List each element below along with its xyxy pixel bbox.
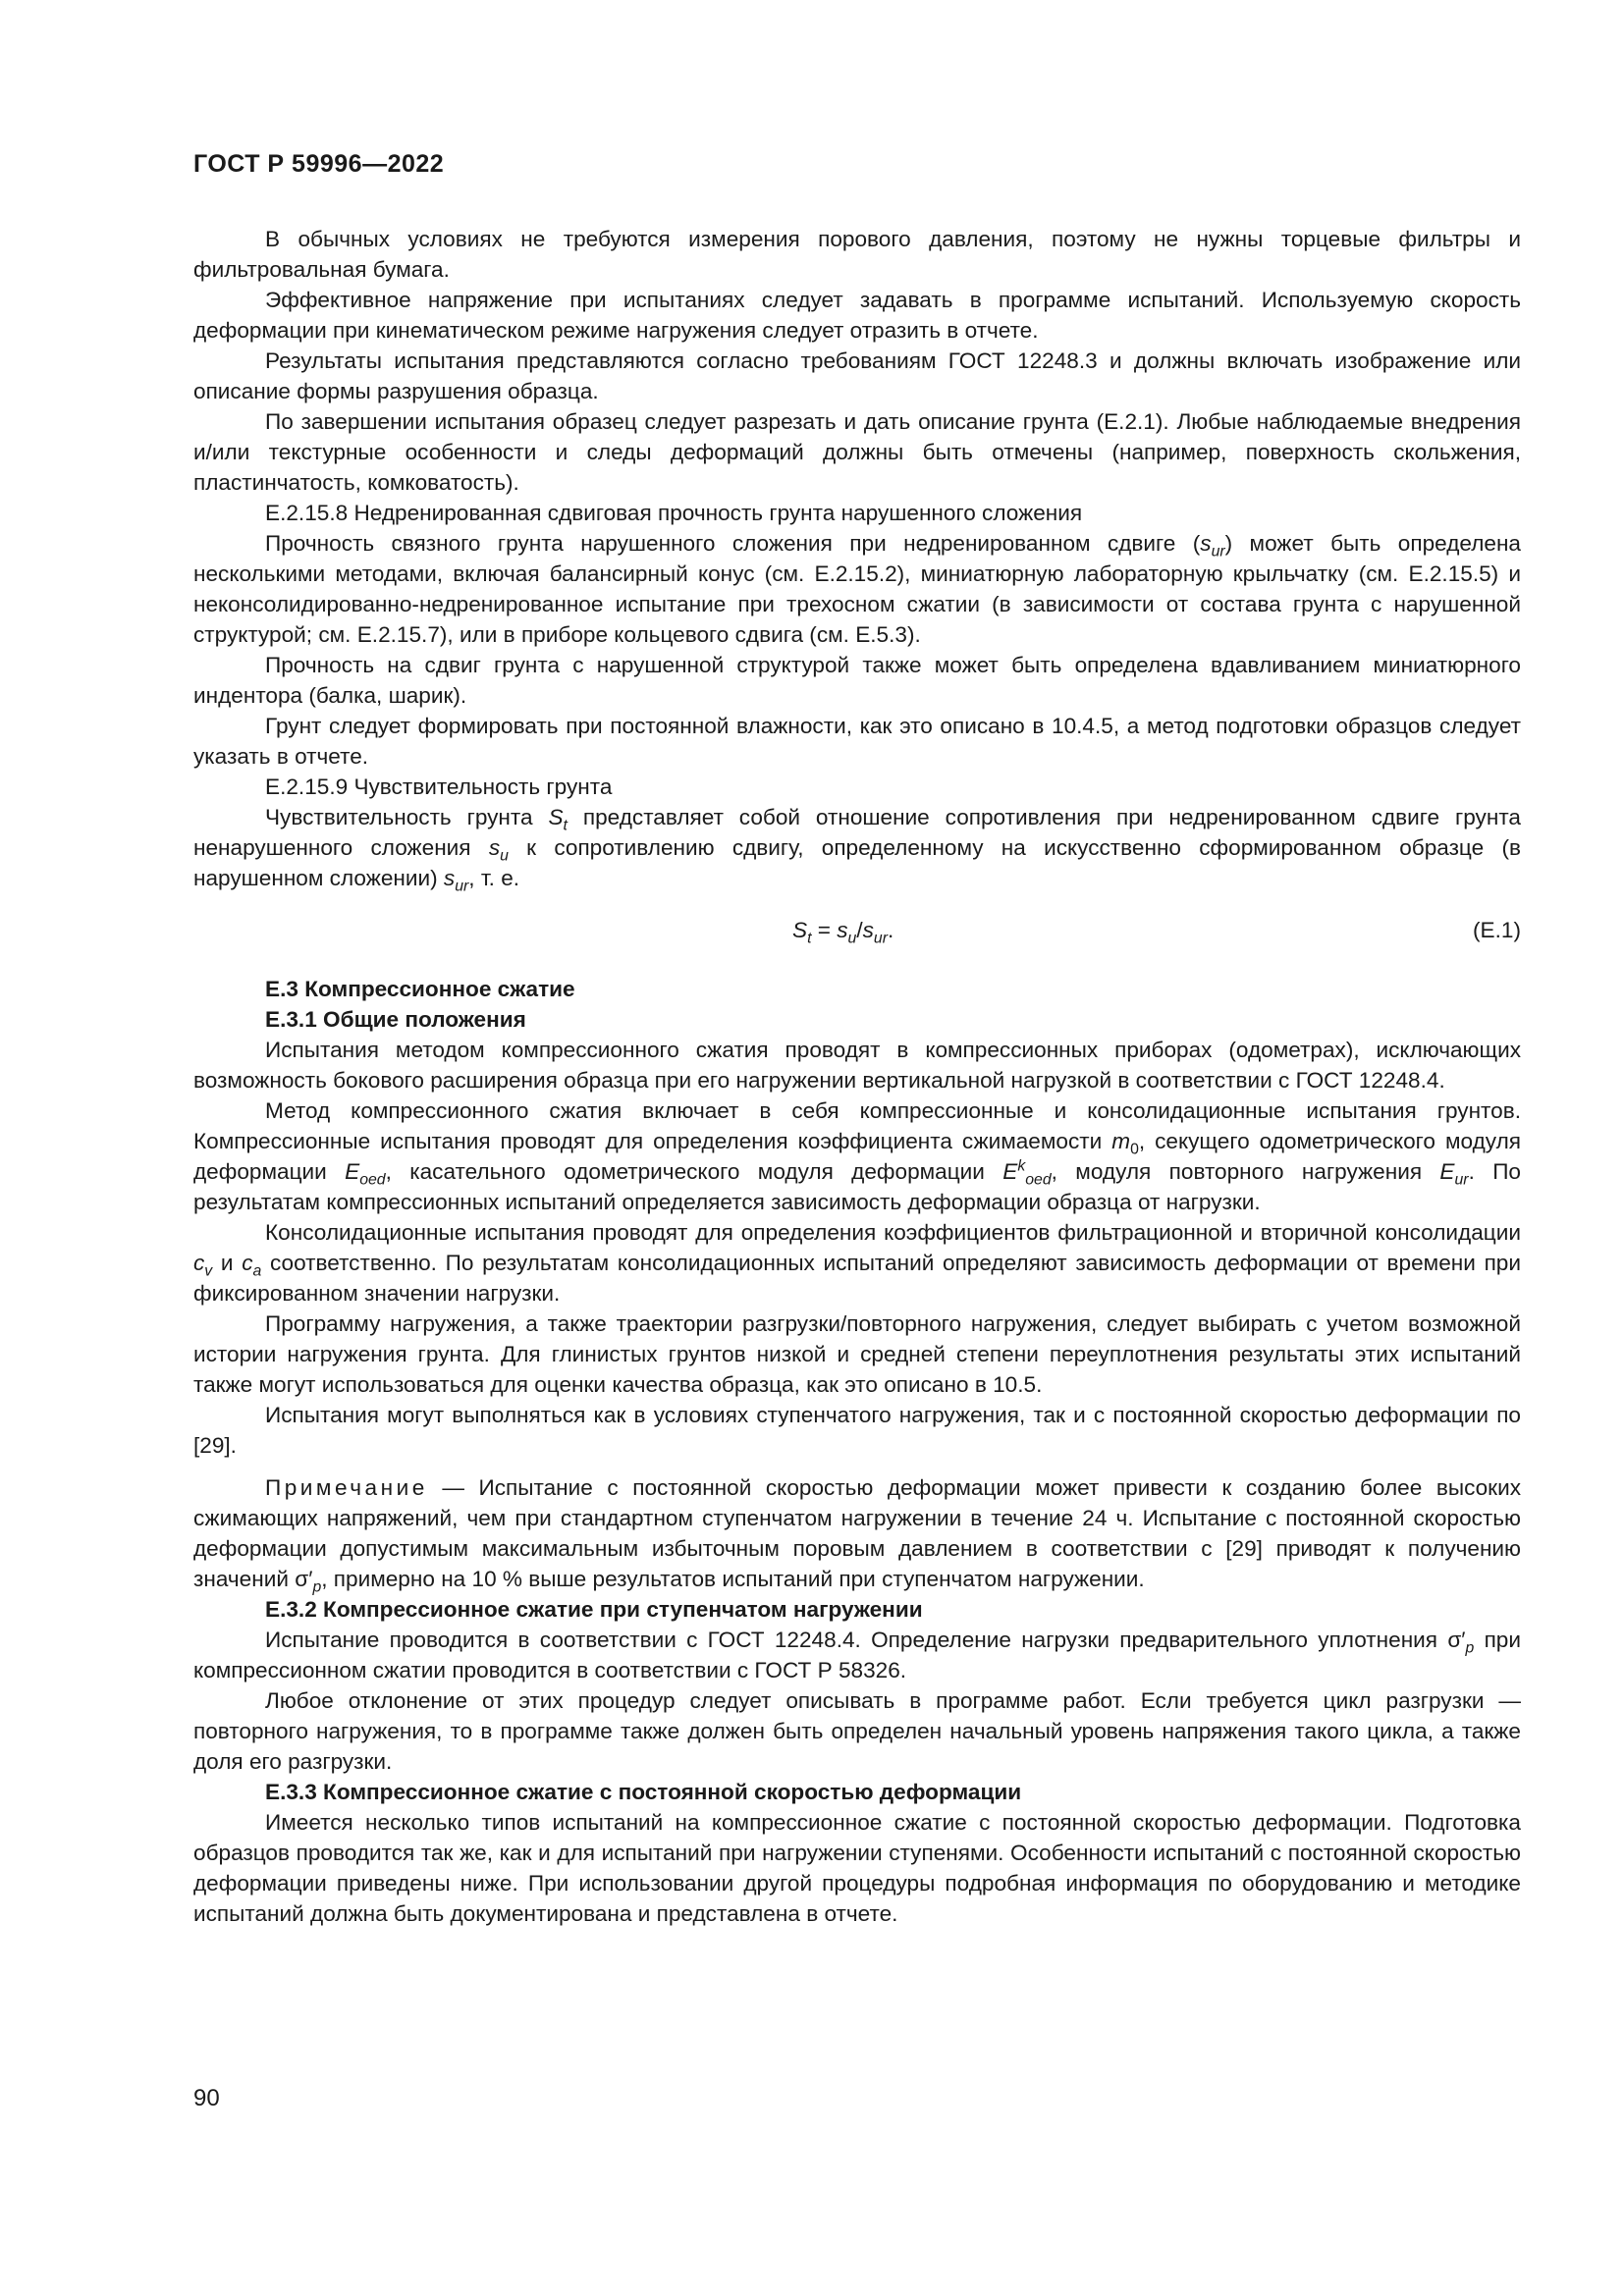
section-heading: Е.3.1 Общие положения [265, 1007, 526, 1032]
symbol-subscript: 0 [1130, 1141, 1139, 1158]
symbol: s [488, 835, 501, 860]
symbol-superscript: k [1017, 1157, 1026, 1175]
symbol: m [1111, 1129, 1131, 1153]
symbol: c [242, 1251, 253, 1275]
paragraph: По завершении испытания образец следует разрезать и дать описание грунта (Е.2.1). Любые наблюдаемые внедрения и/или текстурные особенности и следы деформаций должны быть отмечены (например, поверхность скольжения, пластинчатость, комковатость). [193, 409, 1521, 495]
document-header: ГОСТ Р 59996—2022 [193, 150, 445, 178]
paragraph: Прочность на сдвиг грунта с нарушенной структурой также может быть определена вдавливанием миниатюрного индентора (балка, шарик). [193, 653, 1521, 708]
paragraph: В обычных условиях не требуются измерения порового давления, поэтому не нужны торцевые фильтры и фильтровальная бумага. [193, 227, 1521, 282]
paragraph [193, 1625, 1521, 1685]
paragraph: Любое отклонение от этих процедур следует описывать в программе работ. Если требуется цикл разгрузки — повторного нагружения, то в программе также должен быть определен начальный уровень напряжения такого цикла, а также доля его разгрузки. [193, 1688, 1521, 1774]
formula-e1 [193, 915, 1521, 945]
symbol-subscript: p [1465, 1639, 1475, 1657]
page-content [193, 224, 1521, 1929]
paragraph [193, 1095, 1521, 1217]
paragraph: Испытания методом компрессионного сжатия проводят в компрессионных приборах (одометрах), исключающих возможность бокового расширения образца при его нагружении вертикальной нагрузкой в соответствии с ГОСТ 12248.4. [193, 1038, 1521, 1093]
formula-eq: = [811, 918, 838, 942]
symbol: E [345, 1159, 360, 1184]
symbol: s [862, 918, 874, 942]
symbol: s [837, 918, 848, 942]
symbol-subscript: oed [1025, 1171, 1052, 1189]
symbol: σ′ [295, 1567, 313, 1591]
symbol-subscript: ur [455, 878, 469, 895]
text-run: Прочность связного грунта нарушенного сложения при недренированном сдвиге ( [265, 531, 1201, 556]
subclause-heading: Е.2.15.9 Чувствительность грунта [265, 774, 613, 799]
text-run: , модуля повторного нагружения [1051, 1159, 1440, 1184]
section-heading: Е.3 Компрессионное сжатие [265, 977, 575, 1001]
symbol-subscript: p [312, 1578, 322, 1596]
text-run: , т. е. [468, 866, 520, 890]
symbol: c [193, 1251, 205, 1275]
paragraph [193, 1217, 1521, 1308]
symbol-subscript: ur [873, 930, 888, 947]
text-run: и [212, 1251, 243, 1275]
text-run: Консолидационные испытания проводят для определения коэффициентов фильтрационной и вторичной консолидации [265, 1220, 1521, 1245]
paragraph: Испытания могут выполняться как в условиях ступенчатого нагружения, так и с постоянной скоростью деформации по [29]. [193, 1403, 1521, 1458]
symbol-subscript: u [847, 930, 857, 947]
paragraph: Грунт следует формировать при постоянной влажности, как это описано в 10.4.5, а метод подготовки образцов следует указать в отчете. [193, 714, 1521, 769]
section-heading: Е.3.3 Компрессионное сжатие с постоянной скоростью деформации [265, 1780, 1022, 1804]
symbol-subscript: t [807, 930, 812, 947]
text-run: . По результатам компрессионных испытаний определяется зависимость деформации образца от нагрузки. [193, 1159, 1522, 1214]
symbol: S [548, 805, 564, 829]
formula-number: (Е.1) [1473, 918, 1521, 942]
symbol-subscript: a [252, 1262, 262, 1280]
note-label: Примечание [265, 1475, 428, 1500]
paragraph: Эффективное напряжение при испытаниях следует задавать в программе испытаний. Используемую скорость деформации при кинематическом режиме нагружения следует отразить в отчете. [193, 288, 1521, 343]
symbol: E [1002, 1159, 1018, 1184]
text-run: , примерно на 10 % выше результатов испытаний при ступенчатом нагружении. [321, 1567, 1145, 1591]
symbol: E [1439, 1159, 1455, 1184]
text-run: при компрессионном сжатии проводится в соответствии с ГОСТ Р 58326. [193, 1628, 1521, 1682]
symbol-subscript: oed [359, 1171, 386, 1189]
formula-dot: . [887, 918, 894, 942]
note [193, 1472, 1521, 1594]
formula-slash: / [856, 918, 863, 942]
symbol-subscript: u [500, 847, 509, 865]
paragraph: Программу нагружения, а также траектории разгрузки/повторного нагружения, следует выбирать с учетом возможной истории нагружения грунта. Для глинистых грунтов низкой и средней степени переуплотнения результаты этих испытаний также могут использоваться для оценки качества образца, как это описано в 10.5. [193, 1311, 1521, 1397]
text-run: , касательного одометрического модуля деформации [385, 1159, 1003, 1184]
paragraph [193, 528, 1521, 650]
text-run: Чувствительность грунта [265, 805, 549, 829]
text-run: ) может быть определена несколькими методами, включая балансирный конус (см. Е.2.15.2), миниатюрную лабораторную крыльчатку (см. Е.2.15.5) и неконсолидированно-недренированное испытание при трехосном сжатии (в зависимости от состава грунта с нарушенной структурой; см. Е.2.15.7), или в приборе кольцевого сдвига (см. Е.5.3). [193, 531, 1521, 647]
subclause-heading: Е.2.15.8 Недренированная сдвиговая прочность грунта нарушенного сложения [265, 501, 1083, 525]
text-run: , секущего одометрического модуля деформации [193, 1129, 1521, 1184]
symbol-subscript: ur [1454, 1171, 1469, 1189]
symbol-subscript: t [563, 817, 568, 834]
paragraph [193, 802, 1521, 893]
symbol: σ′ [1447, 1628, 1466, 1652]
paragraph: Результаты испытания представляются согласно требованиям ГОСТ 12248.3 и должны включать изображение или описание формы разрушения образца. [193, 348, 1521, 403]
text-run: Метод компрессионного сжатия включает в себя компрессионные и консолидационные испытания грунтов. Компрессионные испытания проводят для определения коэффициента сжимаемости [193, 1098, 1521, 1153]
text-run: соответственно. По результатам консолидационных испытаний определяют зависимость деформации от времени при фиксированном значении нагрузки. [193, 1251, 1521, 1306]
text-run: представляет собой отношение сопротивления при недренированном сдвиге грунта ненарушенного сложения [193, 805, 1521, 860]
symbol-subscript: v [204, 1262, 213, 1280]
symbol-subscript: ur [1211, 543, 1225, 561]
symbol: s [1200, 531, 1212, 556]
text-run: — Испытание с постоянной скоростью деформации может привести к созданию более высоких сжимающих напряжений, чем при стандартном ступенчатом нагружении в течение 24 ч. Испытание с постоянной скоростью деформации допустимым максимальным избыточным поровым давлением в соответствии с [29] приводят к получению значений [193, 1475, 1521, 1591]
paragraph: Имеется несколько типов испытаний на компрессионное сжатие с постоянной скоростью деформации. Подготовка образцов проводится так же, как и для испытаний при нагружении ступенями. Особенности испытаний с постоянной скоростью деформации приведены ниже. При использовании другой процедуры подробная информация по оборудованию и методике испытаний должна быть документирована и представлена в отчете. [193, 1810, 1521, 1926]
section-heading: Е.3.2 Компрессионное сжатие при ступенчатом нагружении [265, 1597, 923, 1622]
text-run: к сопротивлению сдвигу, определенному на искусственно сформированном образце (в нарушенном сложении) [193, 835, 1521, 890]
page-number: 90 [193, 2085, 220, 2111]
symbol: s [443, 866, 456, 890]
symbol: S [792, 918, 808, 942]
text-run: Испытание проводится в соответствии с ГОСТ 12248.4. Определение нагрузки предварительного уплотнения [265, 1628, 1448, 1652]
formula-expression [792, 915, 893, 945]
